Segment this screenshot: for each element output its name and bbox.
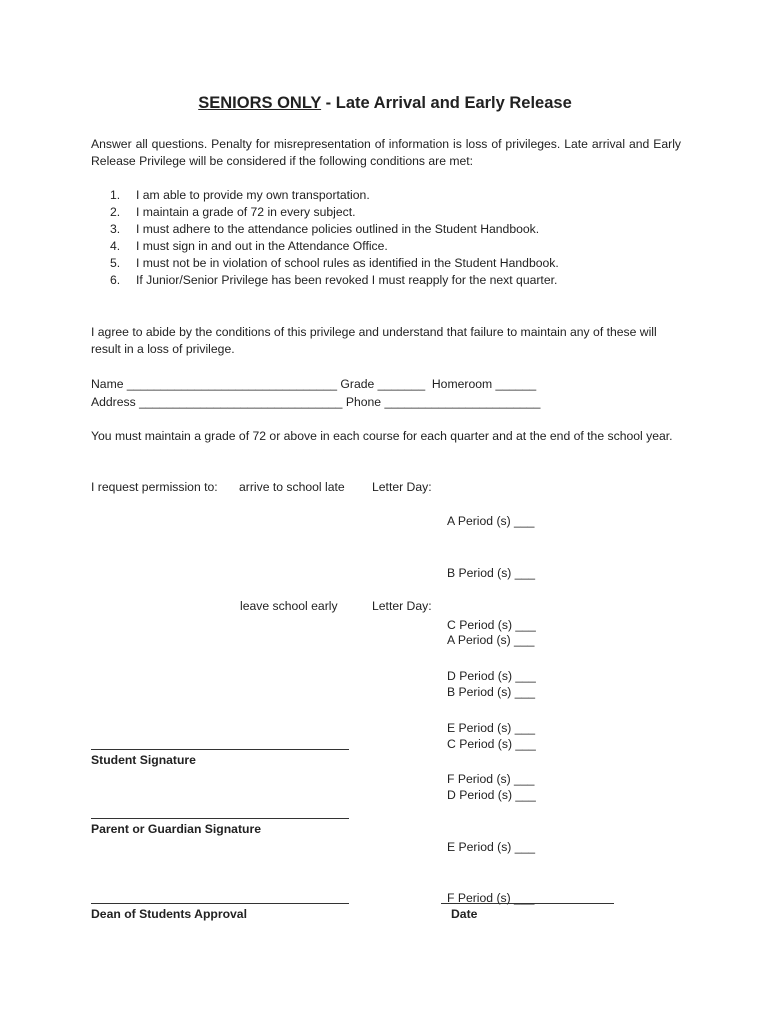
title-rest: - Late Arrival and Early Release	[321, 94, 572, 112]
period-field-e[interactable]: E Period (s) ___	[447, 720, 536, 735]
dean-approval-label: Dean of Students Approval	[91, 907, 247, 921]
period-field-f[interactable]: F Period (s) ___	[447, 891, 535, 906]
period-field-b[interactable]: B Period (s) ___	[447, 685, 536, 700]
arrive-late-option[interactable]: arrive to school late	[239, 480, 345, 494]
period-field-d[interactable]: D Period (s) ___	[447, 788, 536, 803]
address-phone-fields[interactable]: Address ______________________________ Phone _______________________	[91, 395, 541, 409]
request-label: I request permission to:	[91, 480, 218, 494]
student-signature-label: Student Signature	[91, 753, 196, 767]
period-field-c[interactable]: C Period (s) ___	[447, 617, 536, 632]
parent-signature-line[interactable]	[91, 818, 349, 819]
leave-early-option[interactable]: leave school early	[240, 599, 338, 613]
period-field-c[interactable]: C Period (s) ___	[447, 736, 536, 751]
title-underlined: SENIORS ONLY	[198, 94, 322, 112]
grade-notice-paragraph: You must maintain a grade of 72 or above in each course for each quarter and at the end of the school year.	[91, 429, 673, 443]
late-letter-day-label: Letter Day:	[372, 480, 432, 494]
conditions-list	[110, 187, 559, 290]
list-item: 6. If Junior/Senior Privilege has been revoked I must reapply for the next quarter.	[110, 273, 558, 288]
name-grade-homeroom-fields[interactable]: Name _______________________________ Grade _______ Homeroom ______	[91, 377, 537, 391]
student-signature-line[interactable]	[91, 749, 349, 750]
list-item: 1. I am able to provide my own transportation.	[110, 188, 370, 202]
dean-signature-line[interactable]	[91, 903, 349, 904]
period-field-e[interactable]: E Period (s) ___	[447, 839, 536, 854]
period-field-b[interactable]: B Period (s) ___	[447, 566, 536, 581]
early-periods	[447, 598, 536, 942]
list-item: 4. I must sign in and out in the Attendance Office.	[110, 239, 388, 254]
period-field-a[interactable]: A Period (s) ___	[447, 514, 535, 529]
date-label: Date	[451, 907, 478, 921]
parent-signature-label: Parent or Guardian Signature	[91, 822, 261, 836]
period-field-f[interactable]: F Period (s) ___	[447, 772, 535, 787]
agreement-paragraph: I agree to abide by the conditions of this privilege and understand that failure to maintain any of these will result in a loss of privilege.	[91, 325, 657, 357]
list-item: 5. I must not be in violation of school rules as identified in the Student Handbook.	[110, 256, 559, 271]
page-title	[0, 94, 770, 113]
date-line[interactable]	[441, 903, 614, 904]
period-field-d[interactable]: D Period (s) ___	[447, 669, 536, 684]
list-item: 3. I must adhere to the attendance policies outlined in the Student Handbook.	[110, 222, 540, 237]
list-item: 2. I maintain a grade of 72 in every subject.	[110, 205, 356, 220]
early-letter-day-label: Letter Day:	[372, 599, 432, 613]
period-field-a[interactable]: A Period (s) ___	[447, 633, 535, 648]
intro-paragraph: Answer all questions. Penalty for misrepresentation of information is loss of privileges. Late arrival and Early Release Privilege will be considered if the following conditions are met:	[91, 137, 681, 169]
